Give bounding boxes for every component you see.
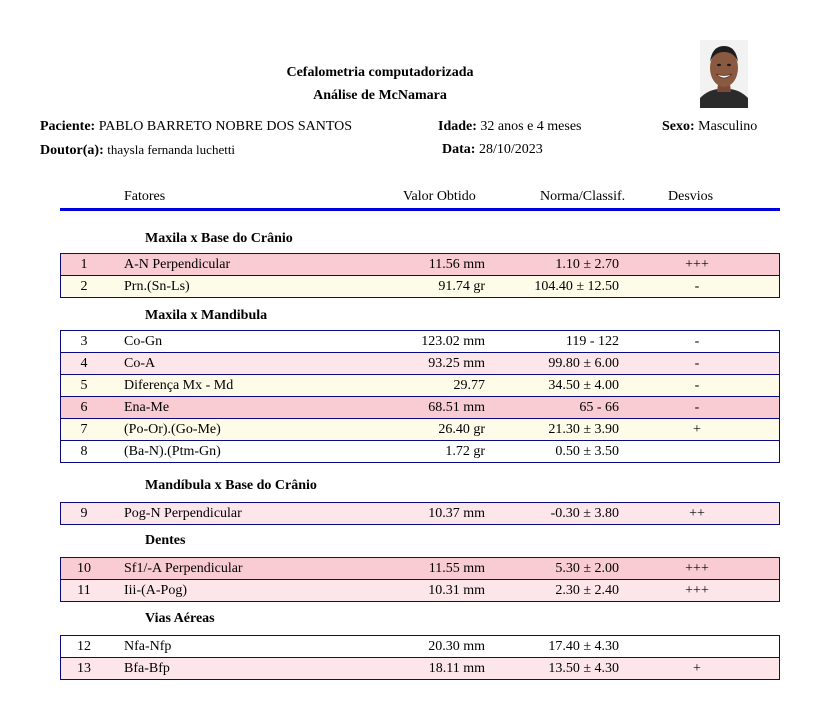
row-norm: 34.50 ± 4.00	[548, 378, 619, 393]
patient-label: Paciente:	[40, 119, 96, 134]
section-title: Vias Aéreas	[145, 611, 215, 626]
row-value: 26.40 gr	[438, 422, 485, 437]
doctor-name: thaysla fernanda luchetti	[107, 142, 236, 157]
report-title: Cefalometria computadorizada	[286, 65, 474, 80]
row-number: 10	[77, 561, 91, 576]
table-row	[61, 275, 779, 297]
row-value: 10.31 mm	[428, 583, 485, 598]
row-number: 3	[80, 334, 88, 349]
row-value: 68.51 mm	[428, 400, 485, 415]
row-norm: 2.30 ± 2.40	[555, 583, 619, 598]
age-label: Idade:	[438, 119, 477, 134]
row-norm: 17.40 ± 4.30	[548, 639, 619, 654]
table-row	[61, 636, 779, 657]
patient-name: PABLO BARRETO NOBRE DOS SANTOS	[98, 119, 353, 134]
date-value: 28/10/2023	[478, 142, 543, 157]
row-number: 6	[80, 400, 88, 415]
row-value: 29.77	[453, 378, 485, 393]
row-factor: (Po-Or).(Go-Me)	[124, 422, 221, 437]
row-norm: 0.50 ± 3.50	[555, 444, 619, 459]
table-row	[61, 657, 779, 679]
row-value: 123.02 mm	[421, 334, 485, 349]
doctor-field	[40, 142, 235, 159]
factor-table	[60, 557, 780, 602]
date-field	[442, 142, 543, 158]
section-title: Mandíbula x Base do Crânio	[145, 478, 317, 493]
table-row	[61, 352, 779, 374]
row-number: 11	[77, 583, 91, 598]
row-number: 8	[80, 444, 88, 459]
row-number: 5	[80, 378, 88, 393]
row-factor: Bfa-Bfp	[124, 661, 170, 676]
table-row	[61, 440, 779, 462]
column-header-valor: Valor Obtido	[403, 189, 476, 204]
column-header-fatores: Fatores	[124, 189, 166, 204]
row-deviation: -	[694, 334, 700, 349]
table-row	[61, 418, 779, 440]
row-deviation: +++	[685, 257, 709, 272]
row-factor: Iii-(A-Pog)	[124, 583, 187, 598]
section-title: Maxila x Base do Crânio	[145, 231, 293, 246]
row-number: 7	[80, 422, 88, 437]
table-row	[61, 331, 779, 352]
row-number: 4	[80, 356, 88, 371]
row-deviation: +++	[685, 583, 709, 598]
doctor-label: Doutor(a):	[40, 143, 104, 158]
row-norm: 65 - 66	[579, 400, 619, 415]
row-value: 93.25 mm	[428, 356, 485, 371]
row-norm: 21.30 ± 3.90	[548, 422, 619, 437]
row-norm: 5.30 ± 2.00	[555, 561, 619, 576]
row-factor: Co-A	[124, 356, 156, 371]
sex-value: Masculino	[698, 119, 758, 134]
row-factor: Sf1/-A Perpendicular	[124, 561, 243, 576]
row-number: 1	[80, 257, 88, 272]
row-number: 9	[80, 506, 88, 521]
row-deviation: -	[694, 378, 700, 393]
row-deviation: -	[694, 400, 700, 415]
row-value: 91.74 gr	[438, 279, 485, 294]
row-value: 11.56 mm	[428, 257, 485, 272]
row-norm: 13.50 ± 4.30	[548, 661, 619, 676]
patient-photo-image	[700, 40, 748, 108]
row-value: 11.55 mm	[428, 561, 485, 576]
row-value: 18.11 mm	[428, 661, 485, 676]
sex-field	[662, 119, 757, 135]
row-norm: 99.80 ± 6.00	[548, 356, 619, 371]
age-value: 32 anos e 4 meses	[480, 119, 582, 134]
sex-label: Sexo:	[662, 119, 695, 134]
row-deviation: +	[693, 422, 701, 437]
row-value: 20.30 mm	[428, 639, 485, 654]
column-header-norma: Norma/Classif.	[540, 189, 626, 204]
row-number: 13	[77, 661, 91, 676]
table-row	[61, 503, 779, 524]
table-row	[61, 396, 779, 418]
table-row	[61, 558, 779, 579]
row-deviation: +++	[685, 561, 709, 576]
date-label: Data:	[442, 142, 476, 157]
factor-table	[60, 253, 780, 298]
row-norm: -0.30 ± 3.80	[550, 506, 619, 521]
row-deviation: +	[693, 661, 701, 676]
row-deviation: -	[694, 356, 700, 371]
header-divider	[60, 208, 780, 211]
row-number: 12	[77, 639, 91, 654]
patient-field	[40, 119, 352, 135]
row-factor: Prn.(Sn-Ls)	[124, 279, 190, 294]
row-number: 2	[80, 279, 88, 294]
row-factor: Co-Gn	[124, 334, 163, 349]
row-deviation: -	[694, 279, 700, 294]
row-norm: 1.10 ± 2.70	[555, 257, 619, 272]
factor-table	[60, 635, 780, 680]
column-header-desvios: Desvios	[668, 189, 714, 204]
row-factor: A-N Perpendicular	[124, 257, 231, 272]
row-factor: Diferença Mx - Md	[124, 378, 234, 393]
report-subtitle: Análise de McNamara	[313, 88, 447, 103]
row-factor: (Ba-N).(Ptm-Gn)	[124, 444, 221, 459]
age-field	[438, 119, 582, 135]
row-factor: Ena-Me	[124, 400, 170, 415]
row-value: 1.72 gr	[445, 444, 485, 459]
row-factor: Nfa-Nfp	[124, 639, 172, 654]
factor-table	[60, 502, 780, 525]
section-title: Maxila x Mandibula	[145, 308, 268, 323]
table-row	[61, 254, 779, 275]
section-title: Dentes	[145, 533, 186, 548]
table-row	[61, 579, 779, 601]
row-value: 10.37 mm	[428, 506, 485, 521]
patient-photo	[700, 40, 748, 108]
factor-table	[60, 330, 780, 463]
row-norm: 119 - 122	[565, 334, 619, 349]
table-row	[61, 374, 779, 396]
row-factor: Pog-N Perpendicular	[124, 506, 242, 521]
row-norm: 104.40 ± 12.50	[534, 279, 619, 294]
row-deviation: ++	[689, 506, 705, 521]
